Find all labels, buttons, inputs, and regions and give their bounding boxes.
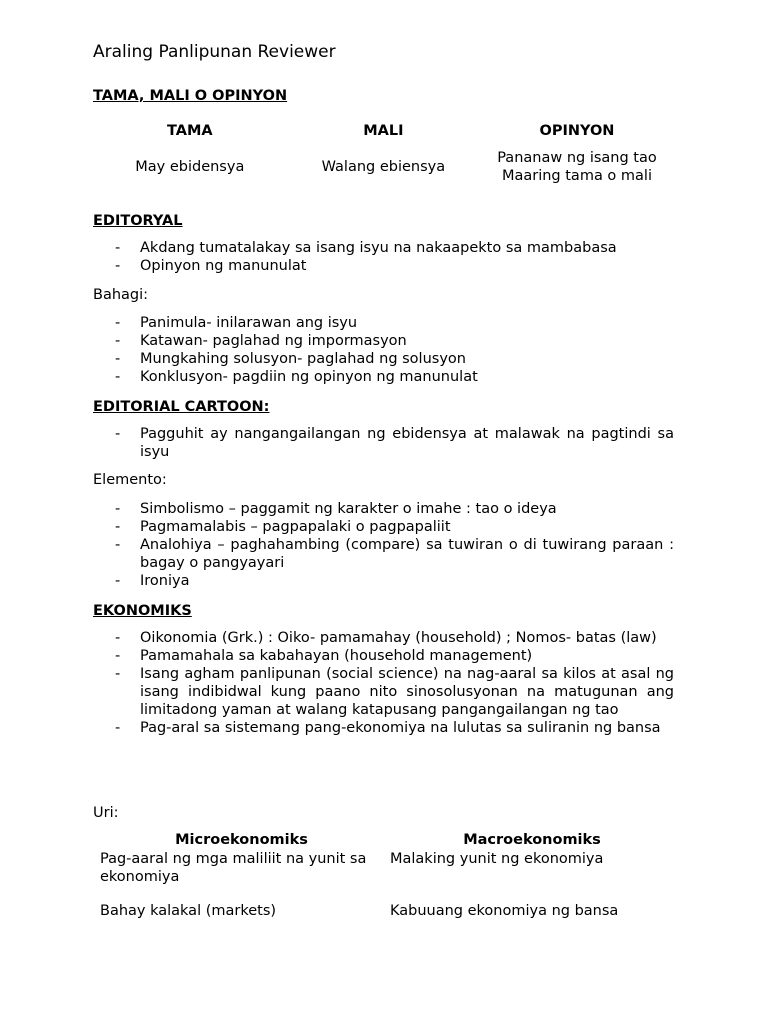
bahagi-label: Bahagi: <box>93 287 149 303</box>
uri-label: Uri: <box>93 805 119 821</box>
bullet-dash: - <box>115 333 121 349</box>
cell-micro-1: Pag-aaral ng mga maliliit na yunit sa ekonomiya <box>100 851 367 885</box>
ekonomiks-list <box>93 629 674 737</box>
bullet-dash: - <box>115 648 121 664</box>
bullet-dash: - <box>115 537 121 553</box>
list-item-text: Pagmamalabis – pagpapalaki o pagpapaliit <box>140 519 451 535</box>
list-item <box>93 314 674 332</box>
bullet-dash: - <box>115 351 121 367</box>
elemento-label: Elemento: <box>93 472 167 488</box>
list-item-text: Mungkahing solusyon- paglahad ng solusyon <box>140 351 466 367</box>
list-item-text: Pag-aral sa sistemang pang-ekonomiya na lulutas sa suliranin ng bansa <box>140 720 661 736</box>
list-item <box>93 500 674 518</box>
list-item <box>93 572 674 590</box>
list-item-text: Oikonomia (Grk.) : Oiko- pamamahay (household) ; Nomos- batas (law) <box>140 630 657 646</box>
cell-tama: May ebidensya <box>135 159 245 175</box>
list-item-text: Panimula- inilarawan ang isyu <box>140 315 358 331</box>
tama-mali-table <box>93 122 674 185</box>
tama-mali-value-row <box>93 149 674 185</box>
list-item-text: Pagguhit ay nangangailangan ng ebidensya at malawak na pagtindi sa isyu <box>140 426 674 460</box>
list-item <box>93 239 674 257</box>
list-item-text: Konklusyon- pagdiin ng opinyon ng manunulat <box>140 369 478 385</box>
cartoon-list <box>93 425 674 461</box>
bullet-dash: - <box>115 573 121 589</box>
list-item-text: Pamamahala sa kabahayan (household management) <box>140 648 533 664</box>
list-item <box>93 629 674 647</box>
column-header-tama: TAMA <box>166 123 213 139</box>
cell-mali: Walang ebiensya <box>321 159 446 175</box>
bahagi-list <box>93 314 674 386</box>
list-item <box>93 518 674 536</box>
list-item <box>93 665 674 719</box>
cell-macro-1: Malaking yunit ng ekonomiya <box>390 851 604 867</box>
bullet-dash: - <box>115 240 121 256</box>
bullet-dash: - <box>115 426 121 442</box>
tama-mali-header-row <box>93 122 674 140</box>
column-header-opinyon: OPINYON <box>539 123 615 139</box>
uri-table <box>93 831 674 920</box>
list-item-text: Simbolismo – paggamit ng karakter o imahe : tao o ideya <box>140 501 557 517</box>
elemento-list <box>93 500 674 590</box>
bullet-dash: - <box>115 666 121 682</box>
bullet-dash: - <box>115 315 121 331</box>
cell-macro-2: Kabuuang ekonomiya ng bansa <box>390 903 619 919</box>
editoryal-list <box>93 239 674 275</box>
bullet-dash: - <box>115 630 121 646</box>
list-item-text: Akdang tumatalakay sa isang isyu na nakaapekto sa mambabasa <box>140 240 617 256</box>
list-item <box>93 536 674 572</box>
column-header-macroekonomiks: Macroekonomiks <box>463 832 601 848</box>
list-item-text: Katawan- paglahad ng impormasyon <box>140 333 407 349</box>
heading-tama-mali: TAMA, MALI O OPINYON <box>93 88 288 104</box>
list-item <box>93 368 674 386</box>
list-item-text: Analohiya – paghahambing (compare) sa tuwiran o di tuwirang paraan : bagay o pangyayari <box>140 537 674 571</box>
cell-opinyon: Pananaw ng isang tao Maaring tama o mali <box>497 150 657 184</box>
list-item <box>93 350 674 368</box>
list-item <box>93 647 674 665</box>
list-item-text: Ironiya <box>140 573 190 589</box>
heading-editoryal: EDITORYAL <box>93 213 183 229</box>
bullet-dash: - <box>115 519 121 535</box>
list-item-text: Opinyon ng manunulat <box>140 258 307 274</box>
bullet-dash: - <box>115 720 121 736</box>
cell-micro-2: Bahay kalakal (markets) <box>100 903 277 919</box>
bullet-dash: - <box>115 258 121 274</box>
uri-header-row <box>93 831 674 849</box>
list-item <box>93 425 674 461</box>
column-header-microekonomiks: Microekonomiks <box>175 832 308 848</box>
uri-row-2 <box>93 902 674 920</box>
list-item <box>93 332 674 350</box>
list-item <box>93 719 674 737</box>
bullet-dash: - <box>115 369 121 385</box>
heading-editorial-cartoon: EDITORIAL CARTOON: <box>93 399 270 415</box>
heading-ekonomiks: EKONOMIKS <box>93 603 192 619</box>
list-item <box>93 257 674 275</box>
document-title: Araling Panlipunan Reviewer <box>93 42 336 62</box>
list-item-text: Isang agham panlipunan (social science) na nag-aaral sa kilos at asal ng isang indibidwal kung paano nito sinosolusyonan na matugunan ang limitadong yaman at walang katapusang pangangailangan ng tao <box>140 666 674 718</box>
column-header-mali: MALI <box>363 123 404 139</box>
uri-row-1 <box>93 850 674 886</box>
bullet-dash: - <box>115 501 121 517</box>
